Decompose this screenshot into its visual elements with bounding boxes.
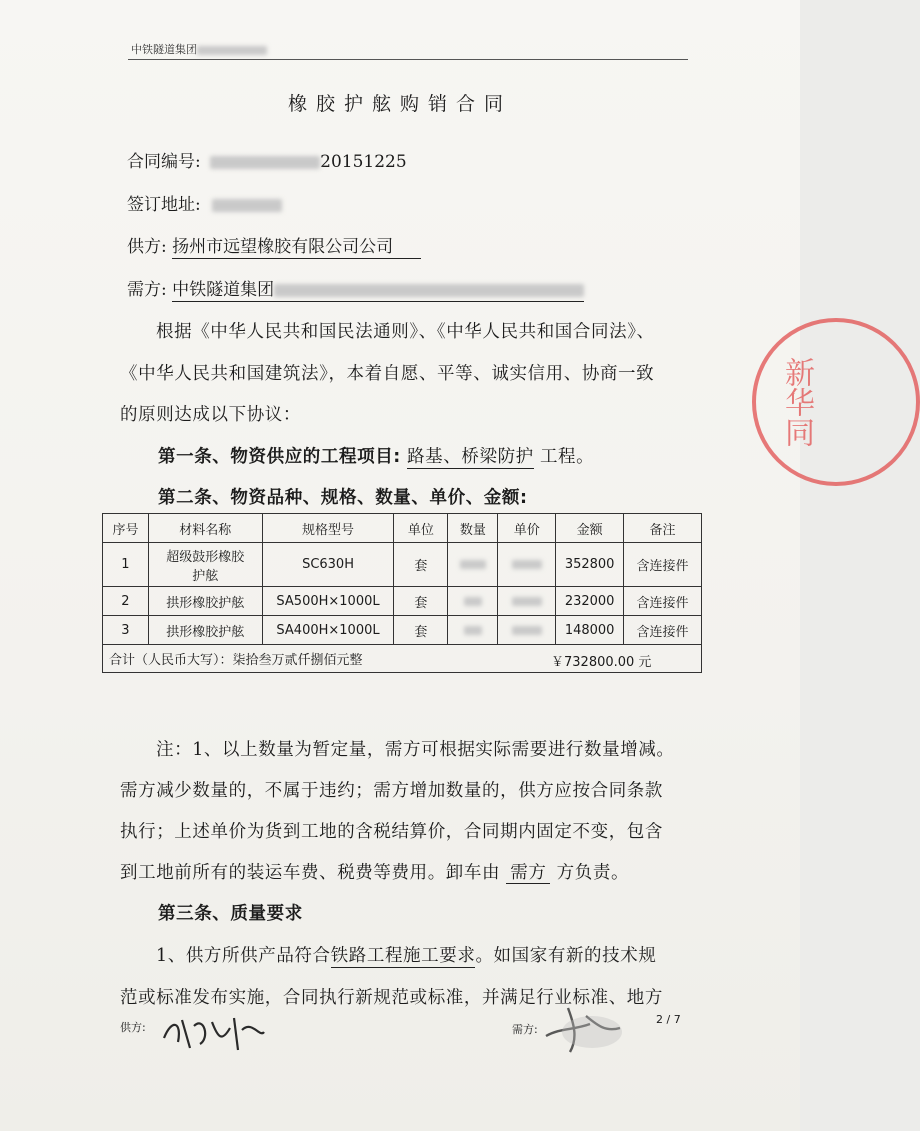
header-unit: 单位 <box>394 514 448 543</box>
row-spec: SA400H×1000L <box>262 616 394 645</box>
row-name: 拱形橡胶护舷 <box>148 587 262 616</box>
qty-redaction <box>464 626 482 635</box>
qty-redaction <box>464 597 482 606</box>
qty-redaction <box>460 560 486 569</box>
article-1-suffix: 工程。 <box>539 447 595 467</box>
buyer-signature-icon <box>540 998 630 1058</box>
note-line-1: 注：1、以上数量为暂定量，需方可根据实际需要进行数量增减。 <box>156 740 675 760</box>
table-total-row <box>103 645 702 673</box>
buyer-redaction <box>274 284 584 297</box>
note-line-4-suffix: 方负责。 <box>556 863 630 883</box>
price-redaction <box>512 560 542 569</box>
article-3-heading: 第三条、质量要求 <box>158 904 303 924</box>
header-name: 材料名称 <box>148 514 262 543</box>
contract-number-redaction <box>210 156 320 169</box>
header-company: 中铁隧道集团 <box>131 43 197 56</box>
company-seal-icon <box>752 318 920 486</box>
contract-number-value: 20151225 <box>320 152 407 172</box>
supplier-row <box>127 232 421 257</box>
article-1-project: 路基、桥梁防护 <box>407 447 534 467</box>
row-unit: 套 <box>394 543 448 587</box>
row-qty <box>448 616 498 645</box>
sign-place-label: 签订地址: <box>127 195 201 215</box>
article-1 <box>158 443 594 468</box>
header-redaction <box>197 46 267 55</box>
note-line-4 <box>120 859 629 884</box>
row-unit: 套 <box>394 587 448 616</box>
quality-standard: 铁路工程施工要求 <box>330 946 476 966</box>
page-header <box>131 41 267 57</box>
row-spec: SA500H×1000L <box>262 587 394 616</box>
header-no: 序号 <box>103 514 149 543</box>
row-price <box>498 616 556 645</box>
intro-line-3: 的原则达成以下协议： <box>120 405 301 425</box>
article-1-heading: 第一条、物资供应的工程项目: <box>158 447 401 467</box>
price-redaction <box>512 597 542 606</box>
footer-buyer-label: 需方: <box>512 1023 538 1036</box>
row-note: 含连接件 <box>624 587 702 616</box>
row-no: 1 <box>103 543 149 587</box>
items-table <box>102 513 702 673</box>
note-line-3: 执行；上述单价为货到工地的含税结算价，合同期内固定不变，包含 <box>120 822 663 842</box>
table-row <box>103 616 702 645</box>
row-price <box>498 543 556 587</box>
sign-place-redaction <box>212 199 282 212</box>
header-rule <box>128 59 688 60</box>
row-name-line: 超级鼓形橡胶 <box>166 549 245 565</box>
article-3-line-1-prefix: 1、供方所供产品符合 <box>156 946 331 966</box>
row-name <box>148 543 262 587</box>
supplier-signature-icon <box>160 1008 270 1056</box>
row-unit: 套 <box>394 616 448 645</box>
table-header-row <box>103 514 702 543</box>
row-name-line: 护舷 <box>192 568 219 584</box>
intro-line-1: 根据《中华人民共和国民法通则》、《中华人民共和国合同法》、 <box>156 322 655 342</box>
header-amount: 金额 <box>556 514 624 543</box>
supplier-label: 供方: <box>127 237 167 257</box>
contract-number-label: 合同编号: <box>127 152 201 172</box>
intro-line-2: 《中华人民共和国建筑法》，本着自愿、平等、诚实信用、协商一致 <box>120 364 655 384</box>
document-title: 橡胶护舷购销合同 <box>287 93 512 115</box>
row-note: 含连接件 <box>624 543 702 587</box>
row-name: 拱形橡胶护舷 <box>148 616 262 645</box>
header-spec: 规格型号 <box>262 514 394 543</box>
table-row <box>103 543 702 587</box>
row-note: 含连接件 <box>624 616 702 645</box>
header-note: 备注 <box>624 514 702 543</box>
buyer-label: 需方: <box>127 280 167 300</box>
row-amount: 148000 <box>556 616 624 645</box>
note-line-4-prefix: 到工地前所有的装运车费、税费等费用。卸车由 <box>120 863 501 883</box>
row-qty <box>448 587 498 616</box>
unloading-party: 需方 <box>506 863 550 884</box>
total-value: ￥732800.00 元 <box>551 655 652 670</box>
note-line-2: 需方减少数量的，不属于违约；需方增加数量的，供方应按合同条款 <box>120 781 663 801</box>
sign-place-row <box>127 190 282 215</box>
row-spec: SC630H <box>262 543 394 587</box>
page-number: 2 / 7 <box>656 1013 681 1026</box>
total-label: 合计（人民币大写）：柒拾叁万贰仟捌佰元整 <box>109 653 363 668</box>
row-no: 3 <box>103 616 149 645</box>
row-amount: 352800 <box>556 543 624 587</box>
row-price <box>498 587 556 616</box>
total-cell <box>103 645 702 673</box>
table-row <box>103 587 702 616</box>
header-qty: 数量 <box>448 514 498 543</box>
row-no: 2 <box>103 587 149 616</box>
buyer-name-group <box>172 280 584 302</box>
supplier-name: 扬州市远望橡胶有限公司公司 <box>172 237 421 259</box>
footer-supplier-label: 供方: <box>120 1021 146 1034</box>
article-3-line-1 <box>156 942 656 967</box>
article-2-heading: 第二条、物资品种、规格、数量、单价、金额: <box>158 488 528 508</box>
buyer-row <box>127 275 584 300</box>
seal-text: 新华同 <box>779 357 814 447</box>
article-3-line-1-suffix: 。如国家有新的技术规 <box>475 946 657 966</box>
contract-number-row <box>127 147 407 172</box>
buyer-name: 中铁隧道集团 <box>172 280 275 300</box>
article-3-line-2: 范或标准发布实施，合同执行新规范或标准，并满足行业标准、地方 <box>120 988 663 1008</box>
header-price: 单价 <box>498 514 556 543</box>
row-amount: 232000 <box>556 587 624 616</box>
price-redaction <box>512 626 542 635</box>
row-qty <box>448 543 498 587</box>
